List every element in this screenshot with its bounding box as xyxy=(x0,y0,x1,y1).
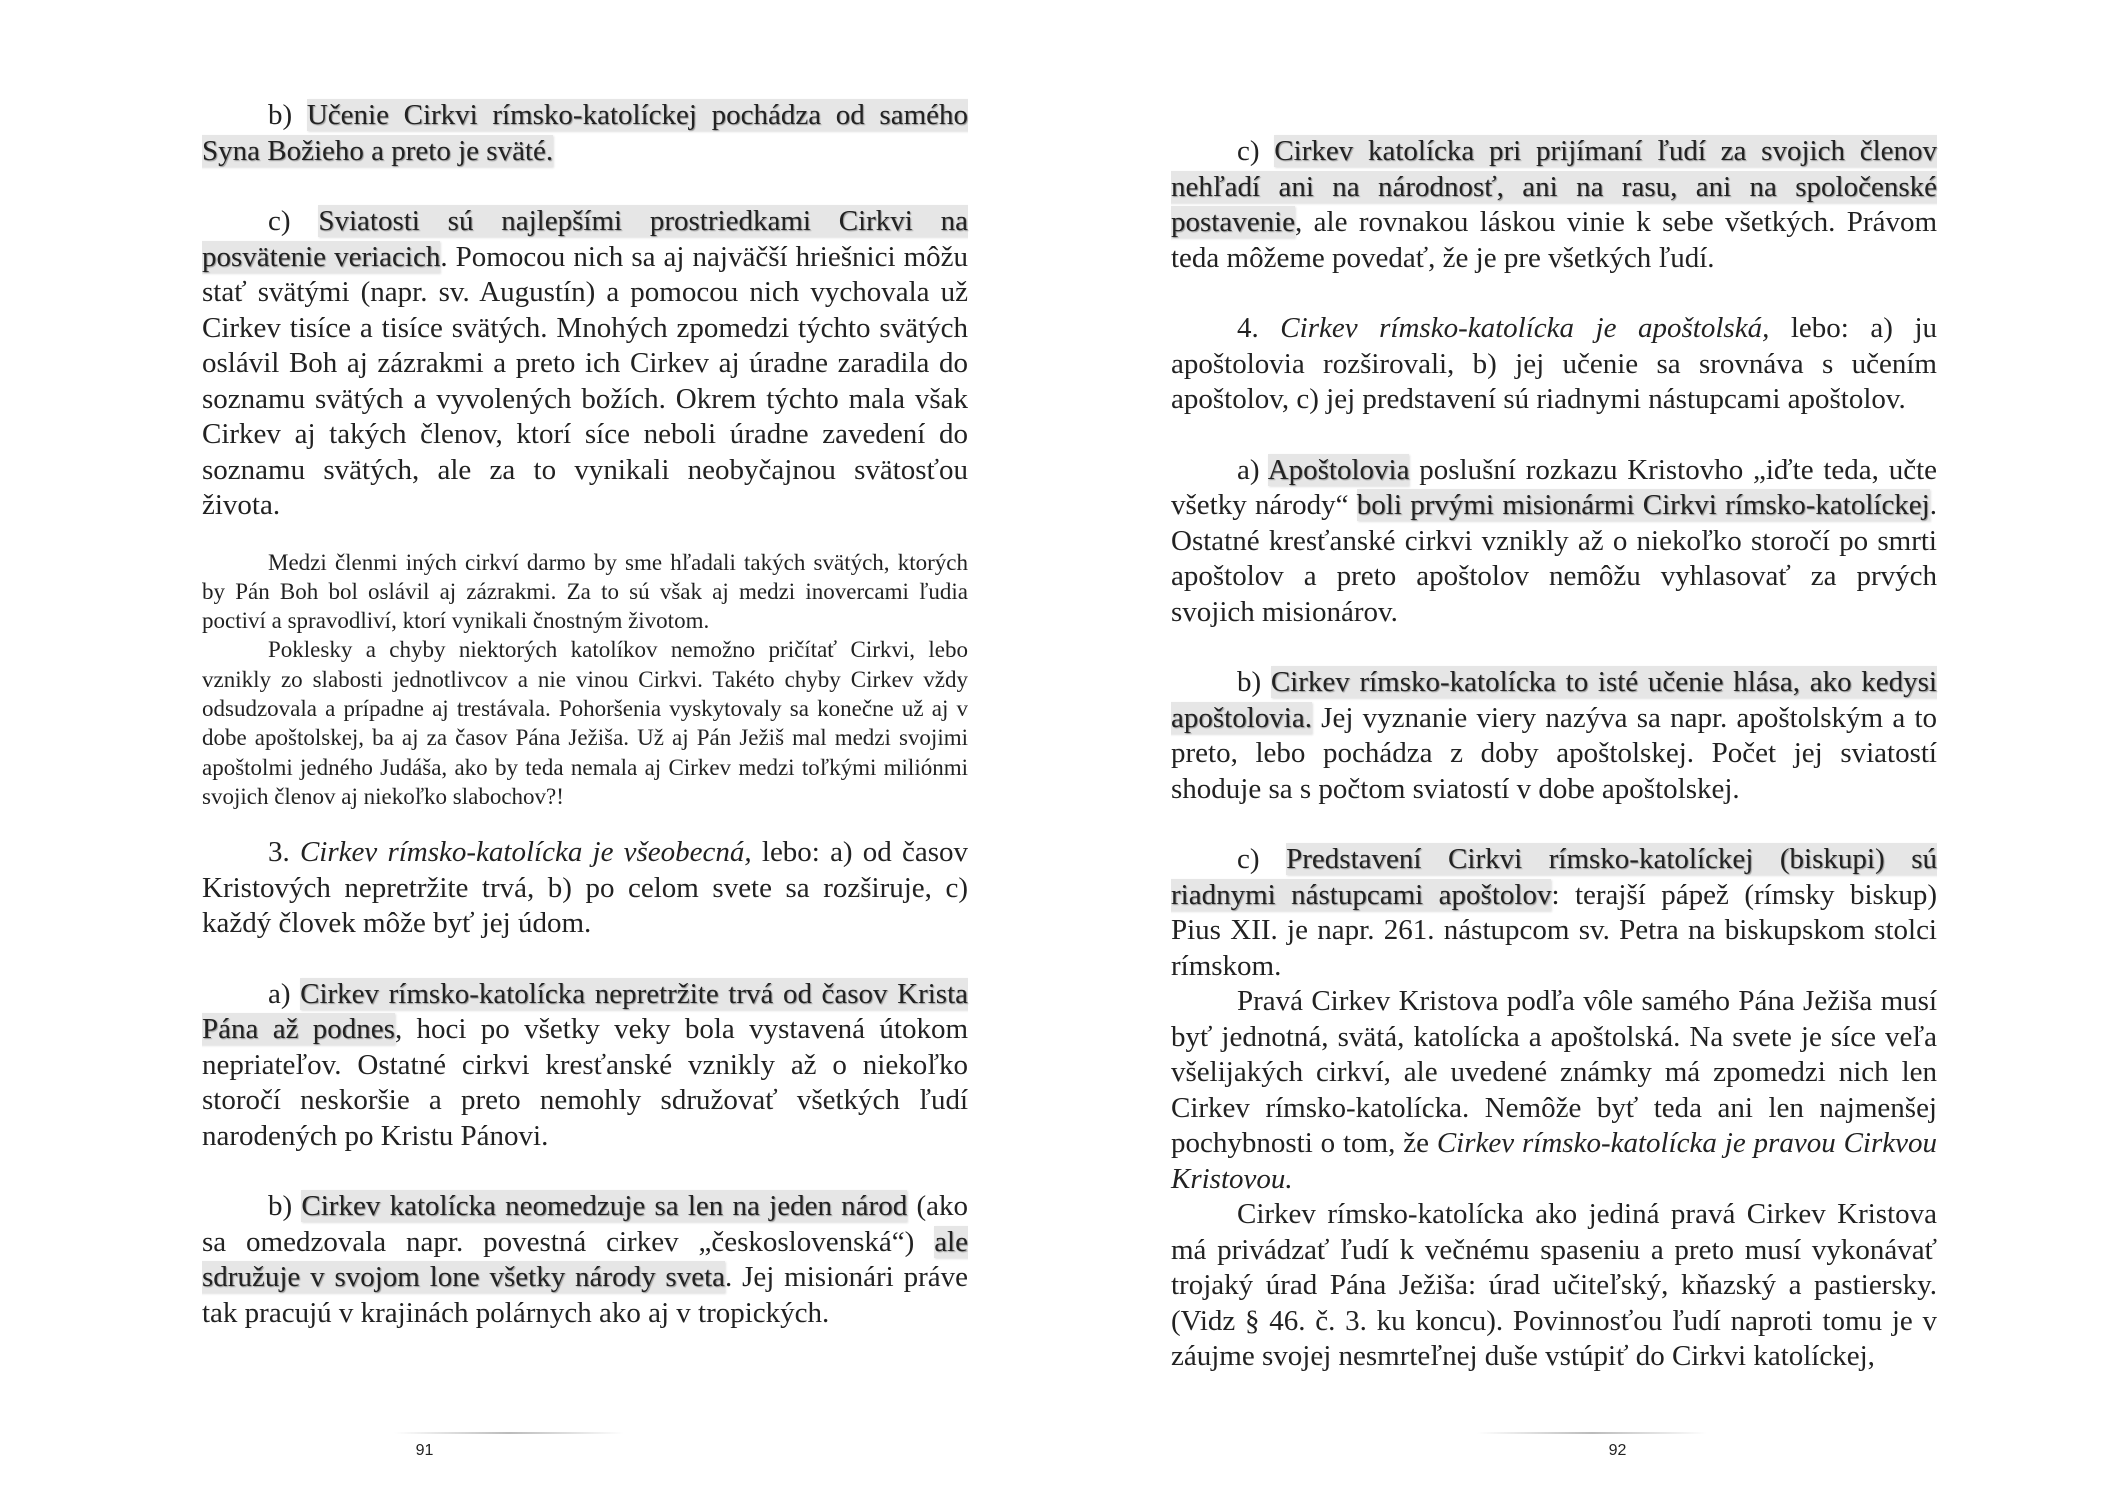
paragraph: b) Cirkev rímsko-katolícka to isté učenie hlása, ako kedysi apoštolovia. Jej vyznanie viery nazýva sa napr. apoštolským a to preto, lebo pochádza z doby apoštolskej. Počet jej sviatostí shoduje sa s počtom sviatostí v dobe apoštolskej. xyxy=(1171,666,1937,805)
footer-divider xyxy=(1477,1432,1707,1434)
highlighted-text: Cirkev katolícka pri prijímaní ľudí za svojich členov nehľadí ani na národnosť, ani na rasu, ani na spoločenské postavenie xyxy=(1171,135,1937,238)
small-print-paragraph: Poklesky a chyby niektorých katolíkov nemožno pričítať Cirkvi, lebo vznikly zo slabosti jednotlivcov a nie vinou Cirkvi. Takéto chyby Cirkev vždy odsudzovala a prípadne aj trestávala. Pohoršenia vyskytovaly sa konečne už aj v dobe apoštolskej, ba aj za časov Pána Ježiša. Už aj Pán Ježiš mal medzi svojimi apoštolmi jedného Judáša, ako by teda nemala aj Cirkev medzi toľkými miliónmi svojich členov aj niekoľko slabochov?! xyxy=(202,637,968,809)
highlighted-text: Apoštolovia xyxy=(1267,453,1410,486)
paragraph: b) Učenie Cirkvi rímsko-katolíckej pochádza od samého Syna Božieho a preto je sväté. xyxy=(202,99,968,167)
section-heading-paragraph: 3. Cirkev rímsko-katolícka je všeobecná, lebo: a) od časov Kristových nepretržite trvá, b) po celom svete sa rozširuje, c) každý človek môže byť jej údom. xyxy=(202,836,969,940)
right-page-text xyxy=(1171,134,1937,1375)
paragraph: c) Cirkev katolícka pri prijímaní ľudí za svojich členov nehľadí ani na národnosť, ani na rasu, ani na spoločenské postavenie, ale rovnakou láskou vinie k sebe všetkých. Právom teda môžeme povedať, že je pre všetkých ľudí. xyxy=(1171,135,1937,274)
paragraph: a) Apoštolovia poslušní rozkazu Kristovho „iďte teda, učte všetky národy“ boli prvými misionármi Cirkvi rímsko-katolíckej. Ostatné kresťanské cirkvi vznikly až o niekoľko storočí po smrti apoštolov a preto apoštolov nemôžu vyhlasovať za prvých svojich misionárov. xyxy=(1171,453,1937,628)
page-number: 92 xyxy=(1608,1442,1627,1459)
emphasized-text: Cirkev rímsko-katolícka je pravou Cirkvou Kristovou. xyxy=(1171,1127,1937,1195)
paragraph: Cirkev rímsko-katolícka ako jediná pravá Cirkev Kristova má privádzať ľudí k večnému spaseniu a preto musí vykonávať trojaký úrad Pána Ježiša: úrad učiteľský, kňazský a pastiersky. (Vidz § 46. č. 3. ku koncu). Povinnosťou ľudí naproti tomu je v záujme svojej nesmrteľnej duše vstúpiť do Cirkvi katolíckej, xyxy=(1171,1198,1937,1372)
paragraph: Pravá Cirkev Kristova podľa vôle samého Pána Ježiša musí byť jednotná, svätá, katolícka a apoštolská. Na svete je síce veľa všelijakých cirkví, ale uvedené známky má zpomedzi nich len Cirkev rímsko-katolícka. Nemôže byť teda ani len najmenšej pochybnosti o tom, že Cirkev rímsko-katolícka je pravou Cirkvou Kristovou. xyxy=(1171,985,1937,1195)
section-title: Cirkev rímsko-katolícka je všeobecná, xyxy=(299,836,752,869)
highlighted-text: Učenie Cirkvi rímsko-katolíckej pochádza od samého Syna Božieho a preto je sväté. xyxy=(202,99,968,167)
paragraph: c) Sviatosti sú najlepšími prostriedkami Cirkvi na posvätenie veriacich. Pomocou nich sa aj najväčší hriešnici môžu stať svätými (napr. sv. Augustín) a pomocou nich vychovala už Cirkev tisíce a tisíce svätých. Mnohých zpomedzi týchto svätých oslávil Boh aj zázrakmi a preto ich Cirkev aj úradne zaradila do soznamu svätých a vyvolených božích. Okrem týchto mala však Cirkev aj takých členov, ktorí síce neboli úradne zavedení do soznamu svätých, ale za to vynikali neobyčajnou svätosťou života. xyxy=(202,205,969,521)
footer-divider xyxy=(394,1432,624,1434)
right-page xyxy=(1061,0,2122,1500)
page-footer xyxy=(1061,1432,2122,1472)
left-page-text xyxy=(202,98,968,1331)
highlighted-text: ale sdružuje v svojom lone všetky národy sveta xyxy=(202,1225,968,1294)
section-heading-paragraph: 4. Cirkev rímsko-katolícka je apoštolská, lebo: a) ju apoštolovia rozširovali, b) jej učenie sa srovnáva s učením apoštolov, c) jej predstavení sú riadnymi nástupcami apoštolov. xyxy=(1171,312,1938,415)
page-footer xyxy=(0,1432,1061,1472)
highlighted-text: Cirkev katolícka neomedzuje sa len na jeden národ xyxy=(301,1190,908,1223)
small-print-paragraph: Medzi členmi iných cirkví darmo by sme hľadali takých svätých, ktorých by Pán Boh bol oslávil aj zázrakmi. Za to sú však aj medzi inovercami ľudia poctiví a spravodliví, ktorí vynikali čnostným životom. xyxy=(202,549,968,634)
highlighted-text: Predstavení Cirkvi rímsko-katolíckej (biskupi) sú riadnymi nástupcami apoštolov xyxy=(1171,843,1938,911)
section-title: Cirkev rímsko-katolícka je apoštolská, xyxy=(1280,312,1770,344)
highlighted-text: Sviatosti sú najlepšími prostriedkami Cirkvi na posvätenie veriacich xyxy=(202,205,969,273)
highlighted-text: Cirkev rímsko-katolícka nepretržite trvá od časov Krista Pána až podnes xyxy=(202,977,969,1046)
paragraph: c) Predstavení Cirkvi rímsko-katolíckej (biskupi) sú riadnymi nástupcami apoštolov: terajší pápež (rímsky biskup) Pius XII. je napr. 261. nástupcom sv. Petra na biskupskom stolci rímskom. xyxy=(1171,843,1938,982)
highlighted-text: boli prvými misionármi Cirkvi rímsko-katolíckej xyxy=(1356,489,1930,521)
highlighted-text: Cirkev rímsko-katolícka to isté učenie hlása, ako kedysi apoštolovia. xyxy=(1171,666,1937,734)
paragraph: a) Cirkev rímsko-katolícka nepretržite trvá od časov Krista Pána až podnes, hoci po všetky veky bola vystavená útokom nepriateľov. Ostatné cirkvi kresťanské vznikly až o niekoľko storočí neskoršie a preto nemohly sdružovať všetkých ľudí narodených po Kristu Pánovi. xyxy=(202,977,969,1152)
paragraph: b) Cirkev katolícka neomedzuje sa len na jeden národ (ako sa omedzovala napr. povestná cirkev „československá“) ale sdružuje v svojom lone všetky národy sveta. Jej misionári práve tak pracujú v krajinách polárnych ako aj v tropických. xyxy=(202,1190,968,1329)
page-number: 91 xyxy=(415,1442,434,1459)
